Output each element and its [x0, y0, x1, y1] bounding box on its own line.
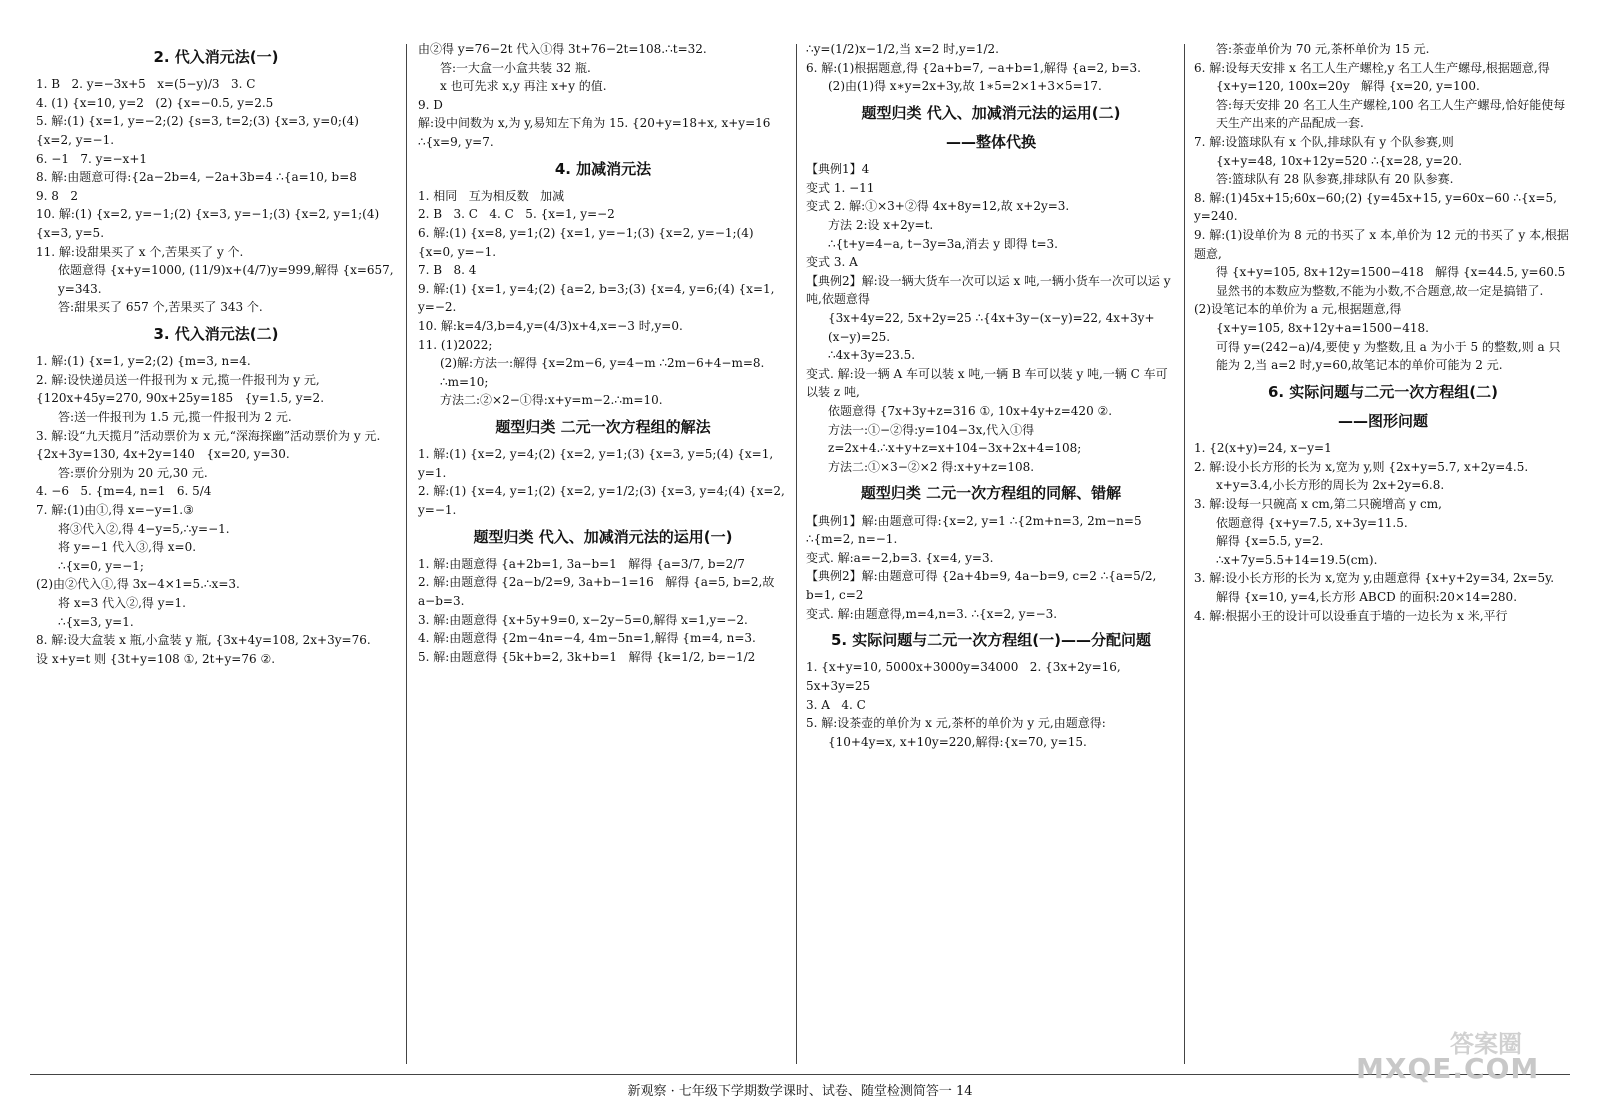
answer-line: ∴{x=9, y=7.: [418, 134, 494, 149]
page-footer: 新观察 · 七年级下学期数学课时、试卷、随堂检测简答一 14: [627, 1084, 973, 1099]
answer-line: 3. 解:设“九天揽月”活动票价为 x 元,“深海探幽”活动票价为 y 元.: [36, 428, 381, 443]
answer-line: 【典例2】解:设一辆大货车一次可以运 x 吨,一辆小货车一次可以运 y 吨,依题意得: [806, 273, 1175, 307]
answer-line: (2)由(1)得 x∗y=2x+3y,故 1∗5=2×1+3×5=17.: [828, 79, 1102, 94]
answer-line: 2. 解:(1) {x=4, y=1;(2) {x=2, y=1/2;(3) {x=3, y=4;(4) {x=2, y=−1.: [418, 484, 789, 517]
answer-line: 8. 解:设大盒装 x 瓶,小盒装 y 瓶, {3x+4y=108, 2x+3y=76.: [36, 633, 371, 648]
column-divider: [1184, 44, 1185, 1064]
answer-line: 6. −1 7. y=−x+1: [36, 151, 148, 166]
answer-line: 10. 解:k=4/3,b=4,y=(4/3)x+4,x=−3 时,y=0.: [418, 318, 683, 333]
answer-line: 依题意得 {x+y=1000, (11/9)x+(4/7)y=999,解得 {x=657, y=343.: [58, 263, 398, 296]
answer-line: ∴{x=3, y=1.: [58, 614, 134, 629]
answer-line: 将 x=3 代入②,得 y=1.: [58, 595, 186, 610]
section-heading: 6. 实际问题与二元一次方程组(二): [1267, 382, 1499, 401]
answer-line: 依题意得 {x+y=7.5, x+3y=11.5.: [1216, 515, 1408, 530]
answer-line: {2x+3y=130, 4x+2y=140 {x=20, y=30.: [36, 447, 290, 462]
answer-line: 答:茶壶单价为 70 元,茶杯单价为 15 元.: [1216, 42, 1430, 56]
column-divider: [406, 44, 407, 1064]
answer-line: 5. 解:(1) {x=1, y=−2;(2) {s=3, t=2;(3) {x=3, y=0;(4) {x=2, y=−1.: [36, 114, 363, 148]
answer-line: 【典例2】解:由题意可得 {2a+4b=9, 4a−b=9, c=2 ∴{a=5/2, b=1, c=2: [806, 569, 1161, 602]
column-4: [1194, 40, 1577, 1080]
answer-line: 9. 解:(1) {x=1, y=4;(2) {a=2, b=3;(3) {x=4, y=6;(4) {x=1, y=−2.: [418, 281, 779, 315]
answer-line: 变式 2. 解:①×3+②得 4x+8y=12,故 x+2y=3.: [806, 199, 1070, 214]
column-1: [36, 40, 396, 1080]
answer-line: 将 y=−1 代入③,得 x=0.: [58, 540, 197, 555]
answer-line: 方法一:①−②得:y=104−3x,代入①得 z=2x+4.∴x+y+z=x+104−3x+2x+4=108;: [828, 422, 1082, 456]
answer-line: 答:甜果买了 657 个,苦果买了 343 个.: [58, 300, 263, 315]
answer-line: {10+4y=x, x+10y=220,解得:{x=70, y=15.: [828, 734, 1087, 749]
answer-line: 4. 解:由题意得 {2m−4n=−4, 4m−5n=1,解得 {m=4, n=3.: [418, 631, 756, 646]
answer-line: 依题意得 {7x+3y+z=316 ①, 10x+4y+z=420 ②.: [828, 404, 1113, 418]
answer-line: 方法二:②×2−①得:x+y=m−2.∴m=10.: [440, 393, 663, 408]
section-heading: 题型归类 代入、加减消元法的运用(二): [861, 103, 1121, 122]
answer-line: 将③代入②,得 4−y=5,∴y=−1.: [58, 521, 230, 536]
answer-line: 方法二:①×3−②×2 得:x+y+z=108.: [828, 459, 1035, 474]
answer-line: {x+y=105, 8x+12y+a=1500−418.: [1216, 320, 1429, 335]
answer-line: 6. 解:设每天安排 x 名工人生产螺栓,y 名工人生产螺母,根据题意,得: [1194, 60, 1550, 75]
answer-line: (2)由②代入①,得 3x−4×1=5.∴x=3.: [36, 577, 240, 592]
column-divider: [796, 44, 797, 1064]
answer-line: 1. 解:(1) {x=1, y=2;(2) {m=3, n=4.: [36, 354, 251, 369]
answer-line: x+y=3.4,小长方形的周长为 2x+2y=6.8.: [1216, 478, 1445, 493]
answer-line: 2. 解:设小长方形的长为 x,宽为 y,则 {2x+y=5.7, x+2y=4.5.: [1194, 459, 1529, 474]
answer-line: 1. 解:(1) {x=2, y=4;(2) {x=2, y=1;(3) {x=3, y=5;(4) {x=1, y=1.: [418, 447, 777, 480]
answer-line: 11. 解:设甜果买了 x 个,苦果买了 y 个.: [36, 244, 244, 259]
answer-line: 变式. 解:由题意得,m=4,n=3. ∴{x=2, y=−3.: [806, 606, 1058, 621]
answer-line: 解得 {x=5.5, y=2.: [1216, 534, 1324, 549]
answer-line: 8. 解:由题意可得:{2a−2b=4, −2a+3b=4 ∴{a=10, b=8: [36, 170, 357, 185]
answer-line: {x+y=120, 100x=20y 解得 {x=20, y=100.: [1216, 79, 1480, 94]
answer-line: 变式. 解:a=−2,b=3. {x=4, y=3.: [806, 550, 994, 565]
answer-line: 变式. 解:设一辆 A 车可以装 x 吨,一辆 B 车可以装 y 吨,一辆 C 车可以装 z 吨,: [806, 366, 1168, 400]
column-2: [418, 40, 788, 1080]
answer-line: 1. B 2. y=−3x+5 x=(5−y)/3 3. C: [36, 77, 256, 92]
answer-line: 设 x+y=t 则 {3t+y=108 ①, 2t+y=76 ②.: [36, 651, 276, 666]
answer-line: 3. A 4. C: [806, 697, 866, 712]
watermark: MXQE.COM: [1356, 1052, 1540, 1085]
answer-line: 解:设中间数为 x,为 y,易知左下角为 15. {20+y=18+x, x+y=16: [418, 116, 771, 131]
watermark-logo: 答案圈: [1450, 1030, 1522, 1058]
answer-line: 1. {2(x+y)=24, x−y=1: [1194, 441, 1332, 456]
answer-line: 1. 解:由题意得 {a+2b=1, 3a−b=1 解得 {a=3/7, b=2/7: [418, 556, 745, 571]
answer-line: ∴m=10;: [440, 374, 489, 389]
answer-line: 解得 {x=10, y=4,长方形 ABCD 的面积:20×14=280.: [1216, 589, 1518, 604]
section-heading: 2. 代入消元法(一): [153, 48, 279, 66]
section-heading: 4. 加减消元法: [554, 159, 652, 178]
answer-line: 答:票价分别为 20 元,30 元.: [58, 465, 208, 480]
answer-line: 3. 解:由题意得 {x+5y+9=0, x−2y−5=0,解得 x=1,y=−2.: [418, 612, 748, 627]
answer-line: 4. 解:根据小王的设计可以设垂直于墙的一边长为 x 米,平行: [1194, 608, 1508, 623]
column-3: [806, 40, 1176, 1080]
section-heading: 题型归类 代入、加减消元法的运用(一): [473, 527, 733, 546]
answer-line: 方法 2:设 x+2y=t.: [828, 218, 934, 233]
answer-line: 11. (1)2022;: [418, 337, 493, 352]
answer-line: 7. 解:(1)由①,得 x=−y=1.③: [36, 502, 194, 517]
answer-line: 2. 解:由题意得 {2a−b/2=9, 3a+b−1=16 解得 {a=5, b=2,故 a−b=3.: [418, 575, 779, 608]
answer-line: 【典例1】4: [806, 162, 870, 177]
answer-line: 4. (1) {x=10, y=2 (2) {x=−0.5, y=2.5: [36, 95, 274, 110]
answer-line: 变式 1. −11: [806, 180, 875, 195]
answer-line: 由②得 y=76−2t 代入①得 3t+76−2t=108.∴t=32.: [418, 42, 707, 56]
answer-line: 得 {x+y=105, 8x+12y=1500−418 解得 {x=44.5, y=60.5 显然书的本数应为整数,不能为小数,不合题意,故一定是搞错了.: [1216, 265, 1577, 298]
section-heading: ——整体代换: [945, 133, 1036, 152]
answer-line: 答:送一件报刊为 1.5 元,揽一件报刊为 2 元.: [58, 410, 292, 424]
answer-line: 1. {x+y=10, 5000x+3000y=34000 2. {3x+2y=16, 5x+3y=25: [806, 660, 1125, 694]
answer-line: ∴4x+3y=23.5.: [828, 348, 916, 363]
answer-line: {120x+45y=270, 90x+25y=185 {y=1.5, y=2.: [36, 391, 325, 406]
answer-line: 3. 解:设每一只碗高 x cm,第二只碗增高 y cm,: [1194, 496, 1442, 511]
answer-line: ∴y=(1/2)x−1/2,当 x=2 时,y=1/2.: [806, 42, 999, 56]
answer-line: 7. B 8. 4: [418, 263, 477, 278]
answer-line: (2)解:方法一:解得 {x=2m−6, y=4−m ∴2m−6+4−m=8.: [440, 356, 765, 371]
answer-line: (2)设笔记本的单价为 a 元,根据题意,得: [1194, 302, 1402, 317]
section-heading: 3. 代入消元法(二): [153, 324, 279, 343]
answer-line: 【典例1】解:由题意可得:{x=2, y=1 ∴{2m+n=3, 2m−n=5 ∴{m=2, n=−1.: [806, 513, 1146, 547]
answer-line: 4. −6 5. {m=4, n=1 6. 5/4: [36, 484, 212, 499]
answer-line: 7. 解:设篮球队有 x 个队,排球队有 y 个队参赛,则: [1194, 134, 1454, 149]
answer-line: 答:篮球队有 28 队参赛,排球队有 20 队参赛.: [1216, 172, 1454, 187]
answer-line: 2. 解:设快递员送一件报刊为 x 元,揽一件报刊为 y 元,: [36, 372, 320, 387]
answer-line: 答:一大盒一小盒共装 32 瓶.: [440, 60, 591, 75]
answer-line: 5. 解:由题意得 {5k+b=2, 3k+b=1 解得 {k=1/2, b=−1/2: [418, 649, 756, 664]
section-heading: 5. 实际问题与二元一次方程组(一)——分配问题: [830, 631, 1152, 650]
answer-line: ∴{t+y=4−a, t−3y=3a,消去 y 即得 t=3.: [828, 236, 1058, 251]
answer-line: 可得 y=(242−a)/4,要使 y 为整数,且 a 为小于 5 的整数,则 a 只能为 2,当 a=2 时,y=60,故笔记本的单价可能为 2 元.: [1216, 339, 1561, 373]
section-heading: 题型归类 二元一次方程组的同解、错解: [860, 484, 1122, 503]
answer-line: 10. 解:(1) {x=2, y=−1;(2) {x=3, y=−1;(3) {x=2, y=1;(4) {x=3, y=5.: [36, 207, 384, 240]
answer-line: 8. 解:(1)45x+15;60x−60;(2) {y=45x+15, y=60x−60 ∴{x=5, y=240.: [1194, 190, 1561, 224]
answer-line: ∴{x=0, y=−1;: [58, 558, 144, 573]
answer-line: 3. 解:设小长方形的长为 x,宽为 y,由题意得 {x+y+2y=34, 2x=5y.: [1194, 571, 1555, 586]
footer-rule: [30, 1074, 1570, 1075]
answer-line: x 也可先求 x,y 再注 x+y 的值.: [440, 79, 607, 94]
answer-line: 答:每天安排 20 名工人生产螺栓,100 名工人生产螺母,恰好能使每天生产出来的产品配成一套.: [1216, 97, 1566, 131]
answer-line: 9. D: [418, 97, 443, 112]
answer-line: 1. 相同 互为相反数 加减: [418, 188, 565, 203]
answer-line: 6. 解:(1)根据题意,得 {2a+b=7, −a+b=1,解得 {a=2, b=3.: [806, 60, 1141, 75]
answer-line: {3x+4y=22, 5x+2y=25 ∴{4x+3y−(x−y)=22, 4x+3y+(x−y)=25.: [828, 311, 1155, 344]
answer-line: 9. 8 2: [36, 188, 78, 203]
answer-line: {x+y=48, 10x+12y=520 ∴{x=28, y=20.: [1216, 153, 1463, 168]
answer-line: 6. 解:(1) {x=8, y=1;(2) {x=1, y=−1;(3) {x=2, y=−1;(4) {x=0, y=−1.: [418, 226, 758, 259]
answer-line: 2. B 3. C 4. C 5. {x=1, y=−2: [418, 207, 615, 222]
answer-line: 5. 解:设茶壶的单价为 x 元,茶杯的单价为 y 元,由题意得:: [806, 716, 1106, 731]
answer-line: 9. 解:(1)设单价为 8 元的书买了 x 本,单价为 12 元的书买了 y 本,根据题意,: [1194, 227, 1569, 261]
section-heading: 题型归类 二元一次方程组的解法: [495, 417, 711, 436]
section-heading: ——图形问题: [1337, 411, 1428, 430]
answer-line: ∴x+7y=5.5+14=19.5(cm).: [1216, 552, 1378, 567]
answer-line: 变式 3. A: [806, 255, 858, 270]
